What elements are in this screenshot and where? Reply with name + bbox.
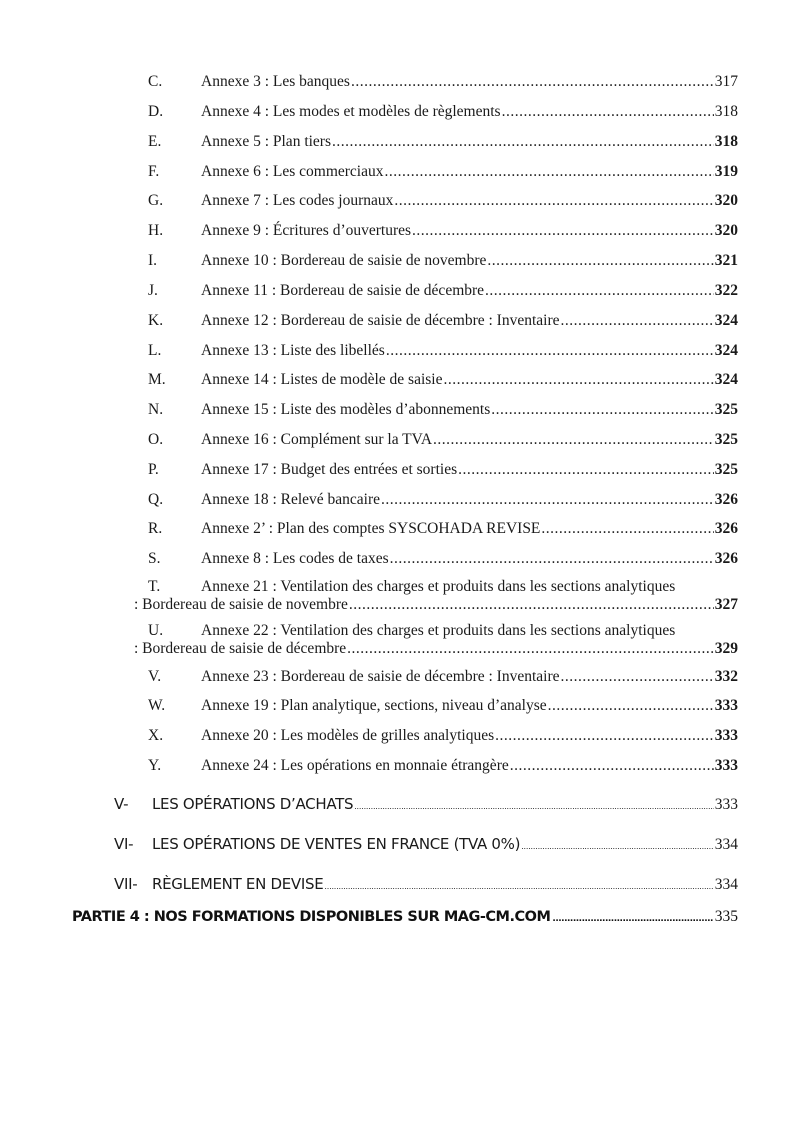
- toc-part[interactable]: [72, 903, 738, 931]
- entry-page: 322: [714, 282, 738, 299]
- entry-letter: R.: [148, 520, 163, 537]
- entry-page: 333: [714, 757, 738, 774]
- section-number: VI-: [114, 835, 134, 853]
- dot-leader: [487, 249, 713, 273]
- toc-entry[interactable]: [148, 368, 738, 392]
- toc-entry[interactable]: [148, 219, 738, 243]
- dot-leader: [354, 793, 714, 821]
- dot-leader: [541, 517, 713, 541]
- toc-section[interactable]: [114, 870, 738, 898]
- toc-entry[interactable]: [148, 547, 738, 571]
- dot-leader: [433, 428, 714, 452]
- entry-page: 332: [714, 668, 738, 685]
- part-title: PARTIE 4 : NOS FORMATIONS DISPONIBLES SUR MAG-CM.COM: [72, 909, 551, 925]
- toc-entry[interactable]: [148, 189, 738, 213]
- entry-letter: I.: [148, 252, 158, 269]
- entry-title: Annexe 6 : Les commerciaux: [201, 163, 384, 180]
- dot-leader: [521, 833, 714, 861]
- entry-title: Annexe 24 : Les opérations en monnaie étrangère: [201, 757, 509, 774]
- entry-title: Annexe 14 : Listes de modèle de saisie: [201, 371, 443, 388]
- entry-letter: H.: [148, 222, 164, 239]
- section-title: LES OPÉRATIONS DE VENTES EN FRANCE (TVA 0%): [152, 835, 521, 853]
- entry-title: Annexe 23 : Bordereau de saisie de décembre : Inventaire: [201, 668, 560, 685]
- entry-letter: T.: [148, 578, 161, 595]
- entry-page: 333: [714, 727, 738, 744]
- entry-title: Annexe 15 : Liste des modèles d’abonnements: [201, 401, 491, 418]
- entry-page: 318: [714, 103, 738, 120]
- toc-entry[interactable]: [148, 249, 738, 273]
- entry-letter: V.: [148, 668, 162, 685]
- entry-page: 319: [714, 163, 738, 180]
- toc-section[interactable]: [114, 830, 738, 858]
- entry-title: Annexe 17 : Budget des entrées et sorties: [201, 461, 458, 478]
- dot-leader: [351, 70, 714, 94]
- section-page: 334: [714, 876, 738, 893]
- section-number: V-: [114, 795, 129, 813]
- dot-leader: [381, 488, 714, 512]
- entry-page: 326: [714, 491, 738, 508]
- entry-letter: F.: [148, 163, 160, 180]
- dot-leader: [510, 754, 714, 778]
- toc-entry-wrapped[interactable]: [134, 622, 738, 658]
- entry-letter: C.: [148, 73, 163, 90]
- entry-page: 317: [714, 73, 738, 90]
- section-title: LES OPÉRATIONS D’ACHATS: [152, 795, 354, 813]
- entry-letter: K.: [148, 312, 164, 329]
- entry-title: Annexe 12 : Bordereau de saisie de décembre : Inventaire: [201, 312, 560, 329]
- section-number: VII-: [114, 875, 138, 893]
- entry-title: Annexe 3 : Les banques: [201, 73, 350, 90]
- entry-letter: J.: [148, 282, 158, 299]
- section-page: 334: [714, 836, 738, 853]
- entry-page: 320: [714, 192, 738, 209]
- dot-leader: [485, 279, 714, 303]
- toc-entry[interactable]: [148, 428, 738, 452]
- toc-entry[interactable]: [148, 309, 738, 333]
- entry-letter: W.: [148, 697, 166, 714]
- entry-letter: X.: [148, 727, 164, 744]
- dot-leader: [548, 694, 714, 718]
- toc-entry[interactable]: [148, 665, 738, 689]
- entry-page: 318: [714, 133, 738, 150]
- entry-title: Annexe 19 : Plan analytique, sections, niveau d’analyse: [201, 697, 547, 714]
- entry-title: Annexe 16 : Complément sur la TVA: [201, 431, 433, 448]
- entry-letter: L.: [148, 342, 162, 359]
- entry-page: 324: [714, 312, 738, 329]
- entry-title-line1: Annexe 21 : Ventilation des charges et produits dans les sections analytiques: [201, 578, 676, 595]
- dot-leader: [332, 130, 714, 154]
- toc-entry[interactable]: [148, 724, 738, 748]
- entry-title: Annexe 4 : Les modes et modèles de règlements: [201, 103, 501, 120]
- toc-entry[interactable]: [148, 754, 738, 778]
- dot-leader: [412, 219, 714, 243]
- dot-leader: [394, 189, 713, 213]
- entry-page: 325: [714, 461, 738, 478]
- entry-letter: N.: [148, 401, 164, 418]
- entry-page: 326: [714, 520, 738, 537]
- dot-leader: [458, 458, 714, 482]
- section-page: 333: [714, 796, 738, 813]
- entry-letter: S.: [148, 550, 161, 567]
- toc-entry[interactable]: [148, 458, 738, 482]
- dot-leader: [561, 309, 714, 333]
- dot-leader: [347, 640, 714, 658]
- toc-entry[interactable]: [148, 398, 738, 422]
- entry-letter: G.: [148, 192, 164, 209]
- entry-letter: P.: [148, 461, 159, 478]
- entry-title: Annexe 13 : Liste des libellés: [201, 342, 385, 359]
- entry-letter: M.: [148, 371, 166, 388]
- dot-leader: [386, 339, 714, 363]
- section-title: RÈGLEMENT EN DEVISE: [152, 875, 324, 893]
- entry-title: Annexe 7 : Les codes journaux: [201, 192, 394, 209]
- entry-title-line1: Annexe 22 : Ventilation des charges et produits dans les sections analytiques: [201, 622, 676, 639]
- toc-entry[interactable]: [148, 70, 738, 94]
- dot-leader: [385, 160, 714, 184]
- entry-page: 329: [714, 640, 738, 657]
- entry-page: 327: [714, 596, 738, 613]
- entry-letter: Y.: [148, 757, 162, 774]
- entry-title: Annexe 10 : Bordereau de saisie de novembre: [201, 252, 487, 269]
- toc-entry[interactable]: [148, 160, 738, 184]
- part-page: 335: [714, 908, 738, 925]
- toc-entry[interactable]: [148, 517, 738, 541]
- entry-title-line2: : Bordereau de saisie de novembre: [134, 596, 348, 613]
- toc-entry[interactable]: [148, 488, 738, 512]
- toc-entry[interactable]: [148, 130, 738, 154]
- dot-leader: [349, 596, 714, 614]
- dot-leader: [491, 398, 713, 422]
- toc-entry-wrapped[interactable]: [134, 578, 738, 614]
- dot-leader: [502, 100, 714, 124]
- entry-title-line2: : Bordereau de saisie de décembre: [134, 640, 347, 657]
- dot-leader: [561, 665, 714, 689]
- entry-page: 321: [714, 252, 738, 269]
- dot-leader: [390, 547, 714, 571]
- dot-leader: [495, 724, 714, 748]
- dot-leader: [443, 368, 713, 392]
- entry-page: 325: [714, 431, 738, 448]
- entry-title: Annexe 8 : Les codes de taxes: [201, 550, 389, 567]
- entry-title: Annexe 2’ : Plan des comptes SYSCOHADA REVISE: [201, 520, 541, 537]
- entry-page: 333: [714, 697, 738, 714]
- entry-letter: U.: [148, 622, 164, 639]
- entry-letter: E.: [148, 133, 162, 150]
- toc-entry[interactable]: [148, 339, 738, 363]
- entry-page: 326: [714, 550, 738, 567]
- toc-entry[interactable]: [148, 694, 738, 718]
- dot-leader: [324, 873, 713, 901]
- entry-page: 324: [714, 342, 738, 359]
- entry-letter: Q.: [148, 491, 164, 508]
- entry-title: Annexe 5 : Plan tiers: [201, 133, 332, 150]
- entry-title: Annexe 20 : Les modèles de grilles analytiques: [201, 727, 495, 744]
- entry-page: 324: [714, 371, 738, 388]
- entry-title: Annexe 18 : Relevé bancaire: [201, 491, 381, 508]
- dot-leader: [552, 905, 712, 933]
- entry-title: Annexe 11 : Bordereau de saisie de décembre: [201, 282, 485, 299]
- toc-entry[interactable]: [148, 279, 738, 303]
- toc-section[interactable]: [114, 790, 738, 818]
- entry-page: 325: [714, 401, 738, 418]
- entry-letter: O.: [148, 431, 164, 448]
- entry-page: 320: [714, 222, 738, 239]
- toc-entry[interactable]: [148, 100, 738, 124]
- entry-title: Annexe 9 : Écritures d’ouvertures: [201, 222, 412, 239]
- entry-letter: D.: [148, 103, 164, 120]
